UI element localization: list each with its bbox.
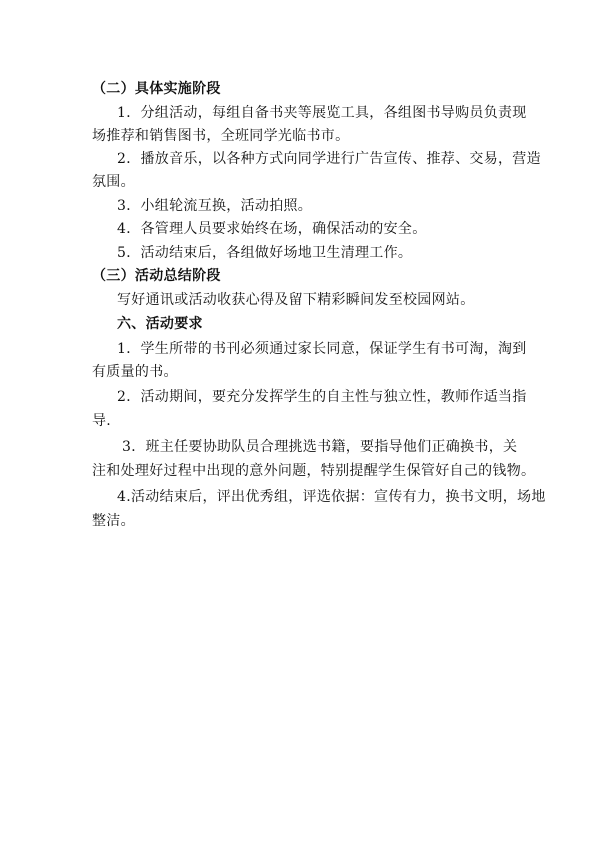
section-two-item-1-line-1: 1．分组活动，每组自备书夹等展览工具，各组图书导购员负责现 xyxy=(117,105,527,121)
section-six-item-4-line-1: 4.活动结束后，评出优秀组，评选依据：宣传有力，换书文明，场地 xyxy=(117,489,546,505)
section-six-item-2-line-2: 导. xyxy=(92,413,112,429)
section-three-heading: （三）活动总结阶段 xyxy=(92,268,221,284)
section-six-item-2-line-1: 2．活动期间，要充分发挥学生的自主性与独立性，教师作适当指 xyxy=(117,389,527,405)
section-six-item-1-line-1: 1．学生所带的书刊必须通过家长同意，保证学生有书可淘，淘到 xyxy=(117,341,527,357)
section-two-item-1-line-2: 场推荐和销售图书，全班同学光临书市。 xyxy=(92,128,350,144)
section-two-item-4: 4．各管理人员要求始终在场，确保活动的安全。 xyxy=(117,221,427,237)
section-six-item-3-line-1: 3．班主任要协助队员合理挑选书籍，要指导他们正确换书，关 xyxy=(122,439,518,455)
section-six-heading: 六、活动要求 xyxy=(117,316,203,332)
section-six-item-3-line-2: 注和处理好过程中出现的意外问题，特别提醒学生保管好自己的钱物。 xyxy=(92,463,536,479)
section-two-item-5: 5．活动结束后，各组做好场地卫生清理工作。 xyxy=(117,245,413,261)
section-six-item-1-line-2: 有质量的书。 xyxy=(92,364,178,380)
section-two-item-2-line-1: 2．播放音乐，以各种方式向同学进行广告宣传、推荐、交易，营造 xyxy=(117,151,541,167)
section-six-item-4-line-2: 整洁。 xyxy=(92,513,135,529)
section-two-item-3: 3．小组轮流互换，活动拍照。 xyxy=(117,198,313,214)
section-two-item-2-line-2: 氛围。 xyxy=(92,174,135,190)
section-three-text: 写好通讯或活动收获心得及留下精彩瞬间发至校园网站。 xyxy=(117,292,475,308)
section-two-heading: （二）具体实施阶段 xyxy=(92,81,221,97)
